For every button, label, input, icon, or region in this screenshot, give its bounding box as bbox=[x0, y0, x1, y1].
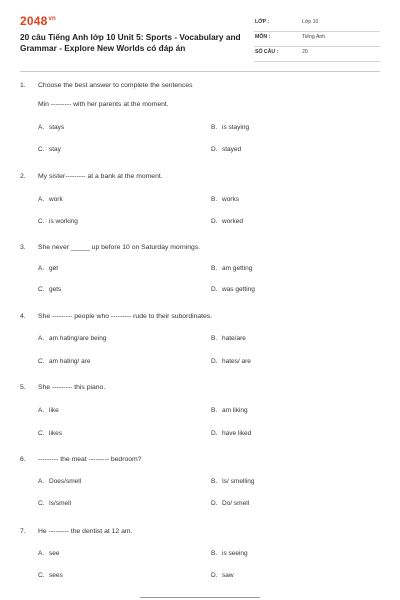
option-b[interactable] bbox=[211, 407, 248, 414]
option-a[interactable] bbox=[38, 124, 64, 131]
option-letter: D. bbox=[211, 286, 218, 293]
option-letter: C. bbox=[38, 218, 45, 225]
option-text: saw bbox=[222, 572, 234, 579]
option-text: stays bbox=[49, 124, 65, 131]
meta-value: Lớp 10 bbox=[302, 19, 319, 25]
meta-row-count bbox=[254, 47, 380, 62]
option-letter: D. bbox=[211, 146, 218, 153]
option-letter: A. bbox=[38, 550, 45, 557]
option-text: is seeing bbox=[222, 550, 248, 557]
option-b[interactable] bbox=[211, 335, 246, 342]
question-7 bbox=[20, 528, 380, 584]
option-letter: C. bbox=[38, 572, 45, 579]
option-text: Does/smell bbox=[49, 478, 82, 485]
option-letter: A. bbox=[38, 196, 45, 203]
question-number: 2. bbox=[20, 173, 26, 180]
question-number: 6. bbox=[20, 456, 26, 463]
option-d[interactable] bbox=[211, 218, 243, 225]
footer-divider bbox=[140, 597, 260, 598]
meta-row-subject bbox=[254, 32, 380, 47]
option-text: hate/are bbox=[222, 335, 246, 342]
option-letter: C. bbox=[38, 146, 45, 153]
question-text: Min --------- with her parents at the moment. bbox=[38, 101, 169, 108]
meta-value: 20 bbox=[302, 49, 308, 55]
option-letter: D. bbox=[211, 218, 218, 225]
option-text: am liking bbox=[222, 407, 248, 414]
logo-suffix: vn bbox=[48, 16, 56, 22]
option-text: like bbox=[49, 407, 59, 414]
option-letter: C. bbox=[38, 500, 45, 507]
option-letter: B. bbox=[211, 478, 218, 485]
question-text: My sister--------- at a bank at the moment. bbox=[38, 173, 163, 180]
option-a[interactable] bbox=[38, 335, 106, 342]
option-c[interactable] bbox=[38, 218, 78, 225]
option-b[interactable] bbox=[211, 478, 255, 485]
option-b[interactable] bbox=[211, 550, 248, 557]
question-number: 7. bbox=[20, 528, 26, 535]
option-text: sees bbox=[49, 572, 63, 579]
question-text: He --------- the dentist at 12 am. bbox=[38, 528, 133, 535]
option-c[interactable] bbox=[38, 146, 61, 153]
option-text: works bbox=[222, 196, 239, 203]
meta-box bbox=[254, 17, 380, 62]
option-letter: B. bbox=[211, 124, 218, 131]
document-header bbox=[20, 14, 380, 72]
option-a[interactable] bbox=[38, 550, 59, 557]
option-letter: D. bbox=[211, 430, 218, 437]
question-text: --------- the meat --------- bedroom? bbox=[38, 456, 142, 463]
option-text: gets bbox=[49, 286, 62, 293]
meta-row-class bbox=[254, 17, 380, 32]
option-letter: B. bbox=[211, 265, 218, 272]
meta-key: MÔN : bbox=[255, 34, 271, 40]
option-d[interactable] bbox=[211, 286, 255, 293]
logo-text: 2048 bbox=[20, 14, 48, 28]
option-letter: A. bbox=[38, 335, 45, 342]
meta-key: SỐ CÂU : bbox=[255, 49, 279, 55]
question-number: 3. bbox=[20, 244, 26, 251]
option-letter: C. bbox=[38, 430, 45, 437]
header-divider bbox=[20, 71, 380, 72]
option-letter: B. bbox=[211, 335, 218, 342]
meta-value: Tiếng Anh bbox=[302, 34, 326, 40]
option-text: worked bbox=[222, 218, 243, 225]
option-letter: A. bbox=[38, 124, 45, 131]
option-a[interactable] bbox=[38, 265, 58, 272]
option-d[interactable] bbox=[211, 500, 249, 507]
option-text: hates/ are bbox=[222, 358, 251, 365]
option-c[interactable] bbox=[38, 286, 61, 293]
option-a[interactable] bbox=[38, 478, 81, 485]
option-text: work bbox=[49, 196, 63, 203]
question-5 bbox=[20, 384, 380, 440]
option-text: have liked bbox=[222, 430, 252, 437]
option-letter: D. bbox=[211, 500, 218, 507]
option-letter: B. bbox=[211, 550, 218, 557]
option-c[interactable] bbox=[38, 572, 63, 579]
meta-key: LỚP : bbox=[255, 19, 270, 25]
option-text: am hating/ are bbox=[49, 358, 91, 365]
option-c[interactable] bbox=[38, 500, 71, 507]
question-6 bbox=[20, 456, 380, 512]
option-letter: B. bbox=[211, 196, 218, 203]
option-a[interactable] bbox=[38, 407, 59, 414]
option-text: am getting bbox=[222, 265, 253, 272]
option-letter: A. bbox=[38, 478, 45, 485]
option-text: is staying bbox=[222, 124, 250, 131]
option-text: see bbox=[49, 550, 60, 557]
option-text: likes bbox=[49, 430, 63, 437]
question-text: She --------- people who --------- rude to their subordinates. bbox=[38, 313, 213, 320]
question-number: 5. bbox=[20, 384, 26, 391]
option-letter: A. bbox=[38, 265, 45, 272]
question-number: 4. bbox=[20, 313, 26, 320]
option-text: Do/ smell bbox=[222, 500, 250, 507]
option-letter: A. bbox=[38, 407, 45, 414]
option-d[interactable] bbox=[211, 146, 241, 153]
option-letter: C. bbox=[38, 286, 45, 293]
question-number: 1. bbox=[20, 82, 26, 89]
option-d[interactable] bbox=[211, 572, 234, 579]
option-c[interactable] bbox=[38, 358, 91, 365]
question-1 bbox=[20, 82, 380, 160]
option-letter: D. bbox=[211, 572, 218, 579]
option-letter: D. bbox=[211, 358, 218, 365]
option-letter: B. bbox=[211, 407, 218, 414]
option-text: Is/ smelling bbox=[222, 478, 255, 485]
option-text: was getting bbox=[222, 286, 255, 293]
option-text: stay bbox=[49, 146, 61, 153]
option-text: stayed bbox=[222, 146, 242, 153]
question-4 bbox=[20, 313, 380, 369]
question-text: She never _____ up before 10 on Saturday mornings. bbox=[38, 244, 201, 251]
option-text: is working bbox=[49, 218, 78, 225]
option-b[interactable] bbox=[211, 265, 252, 272]
option-text: am hating/are being bbox=[49, 335, 107, 342]
option-letter: C. bbox=[38, 358, 45, 365]
question-3 bbox=[20, 244, 380, 300]
question-instruction: Choose the best answer to complete the sentences bbox=[38, 82, 193, 89]
option-d[interactable] bbox=[211, 358, 251, 365]
option-b[interactable] bbox=[211, 196, 239, 203]
document-title: 20 câu Tiếng Anh lớp 10 Unit 5: Sports - Vocabulary and Grammar - Explore New Worlds có đáp án bbox=[20, 32, 241, 53]
option-a[interactable] bbox=[38, 196, 63, 203]
option-d[interactable] bbox=[211, 430, 251, 437]
option-c[interactable] bbox=[38, 430, 62, 437]
option-text: get bbox=[49, 265, 59, 272]
site-logo[interactable] bbox=[20, 14, 56, 28]
option-b[interactable] bbox=[211, 124, 249, 131]
option-text: Is/smell bbox=[49, 500, 72, 507]
question-text: She --------- this piano. bbox=[38, 384, 106, 391]
question-2 bbox=[20, 173, 380, 229]
